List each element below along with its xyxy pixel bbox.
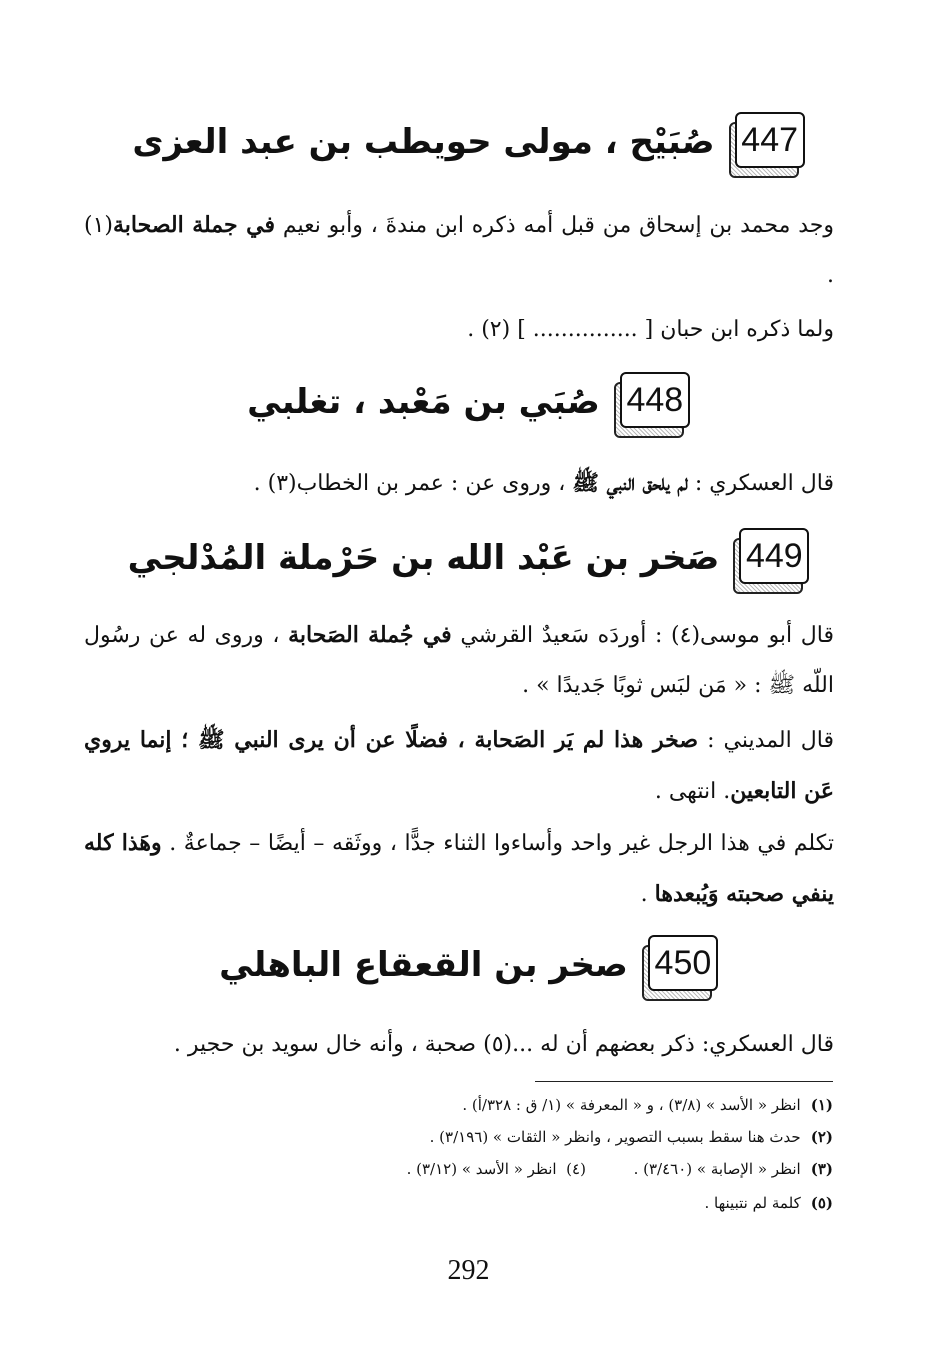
entry-450-paragraph-1: قال العسكري: ذكر بعضهم أن له ...(٥) صحبة ، وأنه خال سويد بن حجير . bbox=[173, 1032, 834, 1057]
entry-heading-448 bbox=[0, 372, 937, 432]
entry-title: صَخر بن عَبْد الله بن حَرْملة المُدْلجي bbox=[127, 538, 720, 578]
bold-run: وهَذا كله ينفي صحبته وَيُبعدها bbox=[84, 830, 834, 907]
text-run: قال العسكري : bbox=[687, 471, 834, 496]
page-number: 292 bbox=[447, 1255, 490, 1286]
bold-run: صخر هذا لم يَر الصَحابة ، فضلًا عن أن يرى النبي ﷺ ؛ إنما يروي عَن التابعين bbox=[84, 727, 834, 804]
text-run: تكلم في هذا الرجل غير واحد وأساءوا الثناء جدًّا ، ووثَقه – أيضًا – جماعةٌ . bbox=[161, 831, 834, 856]
text-run: ، وروى عن : عمر بن الخطاب(٣) . bbox=[253, 471, 573, 496]
text-run: (١) . bbox=[84, 213, 834, 288]
entry-447-paragraph-2: ولما ذكره ابن حبان [ ............... ] (٢) . bbox=[467, 317, 834, 342]
bold-run: في جملة الصحابة bbox=[113, 212, 275, 238]
entry-449-paragraph-2 bbox=[84, 715, 834, 817]
entry-number: 447 bbox=[735, 112, 805, 168]
text-run: . انتهى . bbox=[654, 779, 731, 804]
footnote-3 bbox=[407, 1156, 833, 1182]
entry-number: 449 bbox=[739, 528, 809, 584]
entry-number-box bbox=[642, 935, 718, 995]
entry-title: صُبَيْح ، مولى حويطب بن عبد العزى bbox=[132, 122, 715, 162]
text-run: قال المديني : bbox=[698, 728, 834, 753]
footnote-1 bbox=[462, 1092, 833, 1118]
entry-heading-449 bbox=[0, 528, 937, 588]
footnote-2 bbox=[430, 1124, 833, 1150]
footnote-number: (٥) bbox=[810, 1194, 833, 1212]
text-run: قال أبو موسى(٤) : أوردَه سَعيدٌ القرشي bbox=[451, 623, 835, 648]
entry-number-box bbox=[733, 528, 809, 588]
entry-title: صُبَي بن مَعْبد ، تغلبي bbox=[247, 382, 600, 422]
footnote-text: انظر « الأسد » (٣/٨) ، و « المعرفة » (١/ ق : ٣٢٨/أ) . bbox=[462, 1096, 801, 1114]
bold-run: لم يلحق النبي ﷺ bbox=[572, 470, 688, 496]
footnote-text: كلمة لم نتبينها . bbox=[704, 1194, 801, 1212]
footnote-number: (٢) bbox=[810, 1128, 833, 1146]
text-run: ، وروى له عن رسُول اللّه ﷺ : « مَن لبَس ثوبًا جَديدًا » . bbox=[84, 623, 834, 698]
footnote-number: (١) bbox=[810, 1096, 833, 1114]
entry-title: صخر بن القعقاع الباهلي bbox=[219, 945, 628, 985]
footnote-text: حدث هنا سقط بسبب التصوير ، وانظر « الثقات » (٣/١٩٦) . bbox=[429, 1128, 801, 1146]
entry-number-box bbox=[729, 112, 805, 172]
footnote-5 bbox=[705, 1190, 834, 1216]
entry-heading-450 bbox=[0, 935, 937, 995]
entry-448-paragraph-1 bbox=[84, 458, 834, 509]
entry-number: 450 bbox=[648, 935, 718, 991]
footnote-number: (٣) bbox=[810, 1160, 833, 1178]
entry-449-paragraph-1 bbox=[84, 610, 834, 711]
text-run: . bbox=[640, 882, 655, 907]
entry-heading-447 bbox=[0, 112, 937, 172]
text-run: وجد محمد بن إسحاق من قبل أمه ذكره ابن مندةَ ، وأبو نعيم bbox=[274, 213, 834, 238]
footnote-text: انظر « الإصابة » (٣/٤٦٠) . (٤) انظر « الأسد » (٣/١٢) . bbox=[406, 1160, 801, 1178]
entry-number-box bbox=[614, 372, 690, 432]
entry-449-paragraph-3 bbox=[84, 818, 834, 920]
entry-number: 448 bbox=[620, 372, 690, 428]
footnote-separator bbox=[535, 1081, 833, 1082]
entry-447-paragraph-1 bbox=[84, 200, 834, 301]
bold-run: في جُملة الصَحابة bbox=[288, 622, 452, 648]
